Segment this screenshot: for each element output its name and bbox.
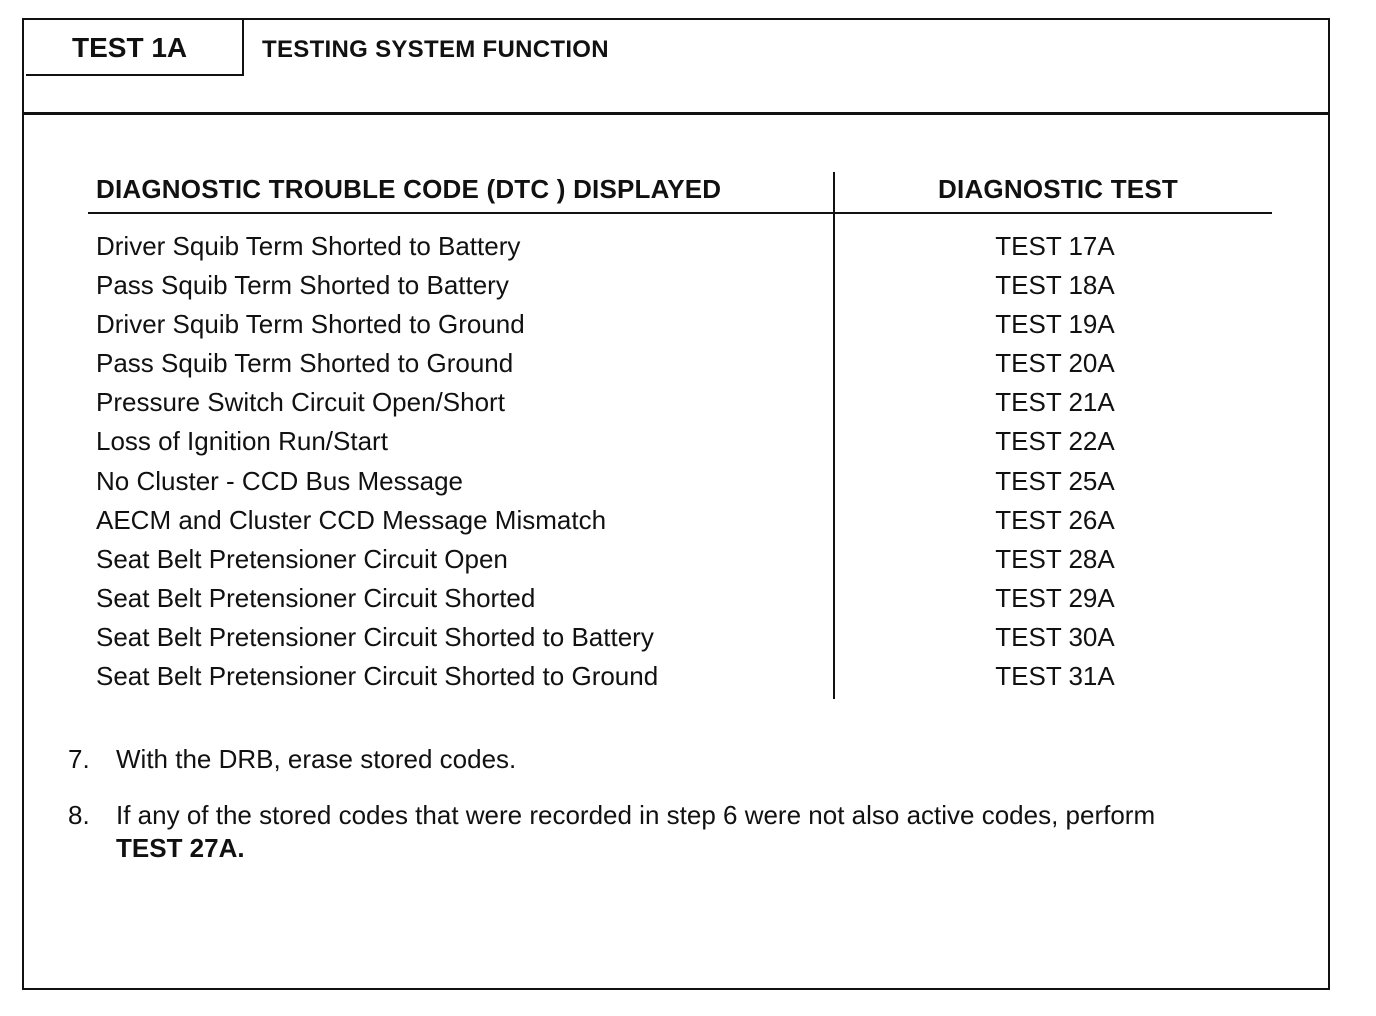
test-cell: TEST 19A — [995, 309, 1115, 340]
table-row — [0, 501, 1376, 540]
header-divider — [22, 112, 1330, 115]
test-cell: TEST 20A — [995, 348, 1115, 379]
dtc-cell: AECM and Cluster CCD Message Mismatch — [96, 504, 607, 535]
dtc-cell: Seat Belt Pretensioner Circuit Shorted to Ground — [96, 661, 659, 692]
test-cell: TEST 31A — [995, 661, 1115, 692]
dtc-cell: Loss of Ignition Run/Start — [96, 426, 388, 457]
table-row — [0, 579, 1376, 618]
dtc-cell: Seat Belt Pretensioner Circuit Shorted to Battery — [96, 621, 654, 652]
dtc-cell: Driver Squib Term Shorted to Battery — [96, 231, 521, 261]
test-cell: TEST 26A — [995, 504, 1115, 535]
dtc-cell: No Cluster - CCD Bus Message — [96, 465, 463, 496]
table-row — [0, 657, 1376, 696]
dtc-cell: Seat Belt Pretensioner Circuit Shorted — [96, 582, 536, 613]
table-row — [0, 422, 1376, 461]
column-header-dtc: DIAGNOSTIC TROUBLE CODE (DTC ) DISPLAYED — [96, 174, 722, 204]
test-cell: TEST 28A — [995, 543, 1115, 574]
dtc-cell: Seat Belt Pretensioner Circuit Open — [96, 543, 508, 574]
dtc-cell: Pass Squib Term Shorted to Ground — [96, 348, 514, 379]
test-cell: TEST 17A — [995, 231, 1115, 261]
table-row — [0, 462, 1376, 501]
test-id-box: TEST 1A — [26, 20, 244, 76]
step-number: 8. — [68, 800, 90, 830]
dtc-cell: Driver Squib Term Shorted to Ground — [96, 309, 525, 340]
step-number: 7. — [68, 744, 90, 774]
test-cell: TEST 21A — [995, 387, 1115, 418]
test-cell: TEST 29A — [995, 582, 1115, 613]
test-cell: TEST 18A — [995, 270, 1115, 301]
table-row — [0, 618, 1376, 657]
dtc-cell: Pressure Switch Circuit Open/Short — [96, 387, 505, 418]
table-row — [0, 305, 1376, 344]
table-row — [0, 540, 1376, 579]
dtc-cell: Pass Squib Term Shorted to Battery — [96, 270, 509, 301]
dtc-table-body — [0, 227, 1376, 696]
step-text: If any of the stored codes that were recorded in step 6 were not also active codes, perform — [116, 800, 1156, 830]
table-row — [0, 227, 1376, 266]
step-test-reference: TEST 27A. — [116, 833, 245, 863]
page-title: TESTING SYSTEM FUNCTION — [262, 36, 609, 63]
test-cell: TEST 22A — [995, 426, 1115, 457]
table-row — [0, 266, 1376, 305]
header-underline-right — [835, 212, 1272, 214]
table-row — [0, 344, 1376, 383]
test-cell: TEST 25A — [995, 465, 1115, 496]
step-body — [116, 799, 1306, 865]
test-cell: TEST 30A — [995, 621, 1115, 652]
column-header-test: DIAGNOSTIC TEST — [938, 174, 1178, 204]
header-underline-left — [88, 212, 835, 214]
table-row — [0, 383, 1376, 422]
step-text: With the DRB, erase stored codes. — [116, 744, 517, 774]
